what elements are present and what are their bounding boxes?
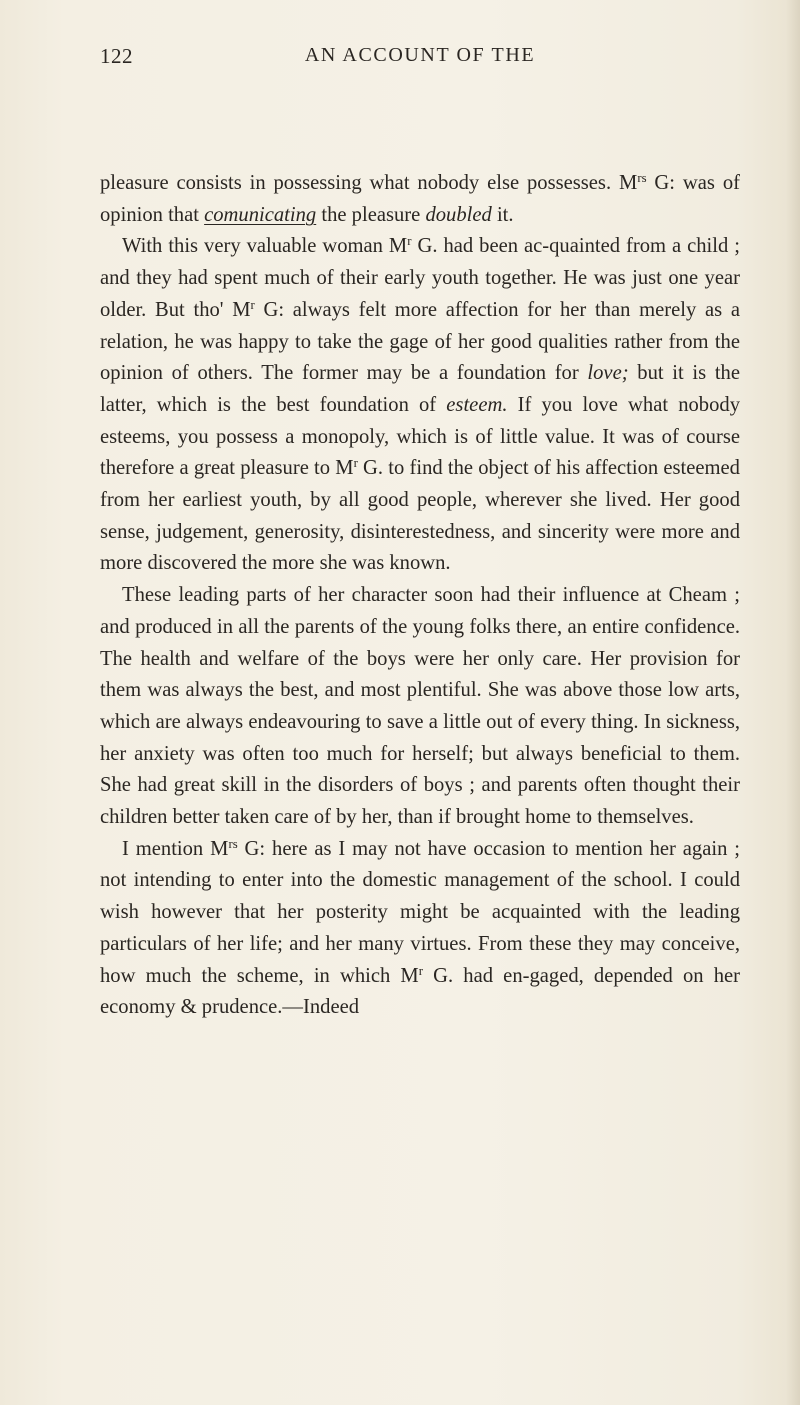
superscript: r bbox=[250, 297, 255, 312]
text-run: If you love what nobody esteems, you possess a monopoly, which is of little value. It was of course therefore a great pleasure to M bbox=[100, 393, 740, 480]
paragraph-4 bbox=[100, 834, 740, 1024]
text-run: G: here as I may not have occasion to mention her again ; not intending to enter into the domestic management of the school. I could wish however that her posterity might be acquainted with the leading particulars of her life; and her many virtues. From these they may conceive, how much the scheme, in which M bbox=[100, 837, 740, 987]
text-run: G. had been ac-quainted from a child ; and they had spent much of their early youth together. He was just one year older. But tho' M bbox=[100, 235, 740, 321]
superscript: r bbox=[407, 234, 412, 249]
running-head-title: AN ACCOUNT OF THE bbox=[304, 44, 536, 66]
text-run: G: was of opinion that bbox=[100, 172, 740, 226]
superscript: r bbox=[418, 963, 424, 978]
italic-word: esteem. bbox=[446, 393, 508, 416]
text-run: G. had en-gaged, depended on her economy & prudence.—Indeed bbox=[100, 964, 740, 1019]
italic-word: love; bbox=[587, 362, 629, 385]
superscript: r bbox=[353, 456, 358, 471]
paragraph-2 bbox=[100, 231, 740, 580]
superscript: rs bbox=[228, 836, 238, 851]
text-run: G. to find the object of his affection esteemed from her earliest youth, by all good people, wherever she lived. Her good sense, judgement, generosity, disinterestedness, and sincerity were more and more discovered the more she was known. bbox=[100, 457, 740, 575]
text-run: but it is the latter, which is the best foundation of bbox=[100, 362, 740, 416]
text-run: I mention M bbox=[122, 837, 229, 860]
italic-word: doubled bbox=[425, 203, 492, 226]
page-edge-shadow bbox=[786, 0, 800, 1405]
body-text bbox=[100, 168, 740, 1024]
text-run: the pleasure bbox=[316, 203, 426, 226]
page-number: 122 bbox=[100, 44, 133, 68]
superscript: rs bbox=[637, 170, 647, 185]
text-run: G: always felt more affection for her than merely as a relation, he was happy to take the gage of her good qualities rather from the opinion of others. The former may be a foundation for bbox=[100, 298, 740, 385]
paragraph-3: These leading parts of her character soon had their influence at Cheam ; and produced in all the parents of the young folks there, an entire confidence. The health and welfare of the boys were her only care. Her provision for them was always the best, and most plentiful. She was above those low arts, which are always endeavouring to save a little out of every thing. In sickness, her anxiety was often too much for herself; but always beneficial to them. She had great skill in the disorders of boys ; and parents often thought their children better taken care of by her, than if brought home to themselves. bbox=[100, 584, 740, 829]
paragraph-1 bbox=[100, 168, 740, 231]
text-run: With this very valuable woman M bbox=[122, 235, 408, 258]
running-head bbox=[100, 44, 740, 74]
text-run: pleasure consists in possessing what nobody else possesses. M bbox=[100, 172, 638, 194]
underlined-word: comunicating bbox=[204, 203, 317, 226]
text-run: it. bbox=[491, 203, 514, 226]
